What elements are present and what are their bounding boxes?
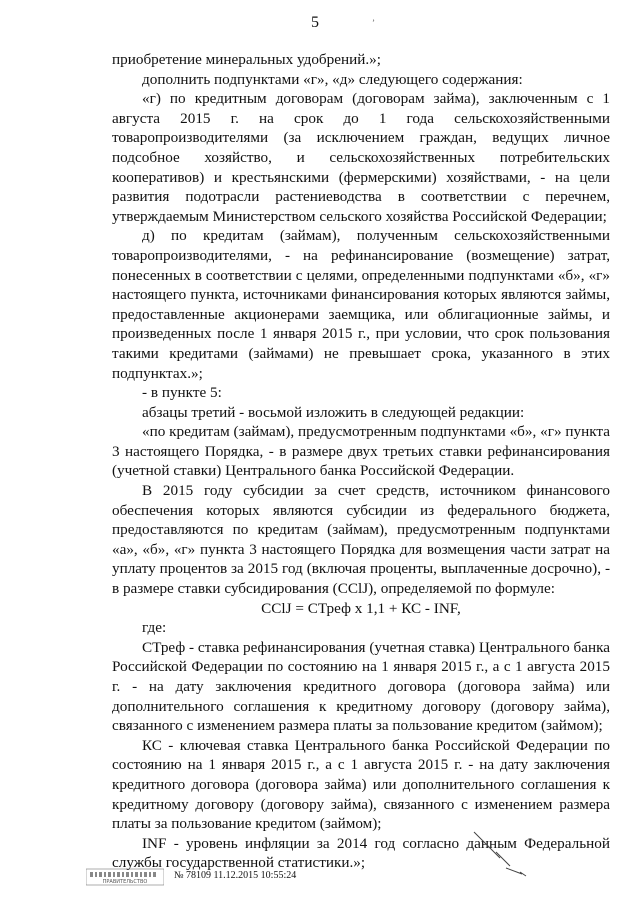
paragraph-credits: «по кредитам (займам), предусмотренным подпунктами «б», «г» пункта 3 настоящего Порядка, - в размере двух третьих ставки рефинансирования (учетной ставки) Центрального банка Российской Федерации. <box>112 423 610 480</box>
paragraph-amend-intro: дополнить подпунктами «г», «д» следующего содержания: <box>142 70 523 88</box>
definitions-intro: где: <box>142 619 167 637</box>
page-mark: ʼ <box>372 18 375 28</box>
paragraph-subpoint-g: «г) по кредитным договорам (договорам займа), заключенным с 1 августа 2015 г. на срок до 1 года сельскохозяйственными товаропроизводителями (за исключением граждан, ведущих личное подсобное хозяйство, и сельскохозяйственных потребительских кооперативов) и крестьянскими (фермерскими) хозяйствами, - на цели развития подотрасли растениеводства в соответствии с перечнем, утверждаемым Министерством сельского хозяйства Российской Федерации; <box>112 90 610 225</box>
paragraph-point-5: - в пункте 5: <box>142 384 222 402</box>
document-body <box>112 50 610 873</box>
paragraph-subsidies-2015: В 2015 году субсидии за счет средств, источником финансового обеспечения которых являются субсидии из федерального бюджета, предоставляются по кредитам (займам), предусмотренным подпунктами «а», «б», «г» пункта 3 настоящего Порядка для возмещения части затрат на уплату процентов за 2015 год (включая проценты, выплаченные досрочно), - в размере ставки субсидирования (ССlJ), определяемой по формуле: <box>112 482 610 598</box>
definition-inf: INF - уровень инфляции за 2014 год согласно данным Федеральной службы государственной статистики.»; <box>112 834 610 872</box>
paragraph-subpoint-d: д) по кредитам (займам), полученным сельскохозяйственными товаропроизводителями, - на рефинансирование (возмещение) затрат, понесенных в соответствии с целями, определенными подпунктами «б», «г» настоящего пункта, источниками финансирования которых являются займы, предоставленные акционерами заемщика, или облигационные займы, и произведенных после 1 января 2015 г., при условии, что срок пользования такими кредитами (займами) не превышает срока, указанного в этих подпунктах.»; <box>112 227 610 382</box>
page-number: 5 <box>311 14 319 31</box>
definition-streff: СТреф - ставка рефинансирования (учетная ставка) Центрального банка Российской Федерации по состоянию на 1 января 2015 г., а с 1 августа 2015 г. - на дату заключения кредитного договора (договора займа) или дополнительного соглашения к кредитному договору (договору займа), связанного с изменением размера платы за пользование кредитом (займом); <box>112 638 610 735</box>
stamp-text: ПРАВИТЕЛЬСТВО <box>102 879 148 885</box>
paragraph-continuation: приобретение минеральных удобрений.»; <box>112 51 381 68</box>
registration-number: № 78109 11.12.2015 10:55:24 <box>174 870 297 881</box>
barcode-stamp-icon <box>86 868 164 886</box>
definition-ks: КС - ключевая ставка Центрального банка Российской Федерации по состоянию на 1 января 2015 г., а с 1 августа 2015 г. - на дату заключения кредитного договора (договора займа) или дополнительного соглашения к кредитному договору (договору займа), связанного с изменением размера платы за пользование кредитом (займом); <box>112 736 610 833</box>
pen-marks <box>470 828 530 878</box>
paragraph-new-edition: абзацы третий - восьмой изложить в следующей редакции: <box>142 403 525 421</box>
formula: ССlJ = СТреф x 1,1 + КС - INF, <box>261 599 461 617</box>
